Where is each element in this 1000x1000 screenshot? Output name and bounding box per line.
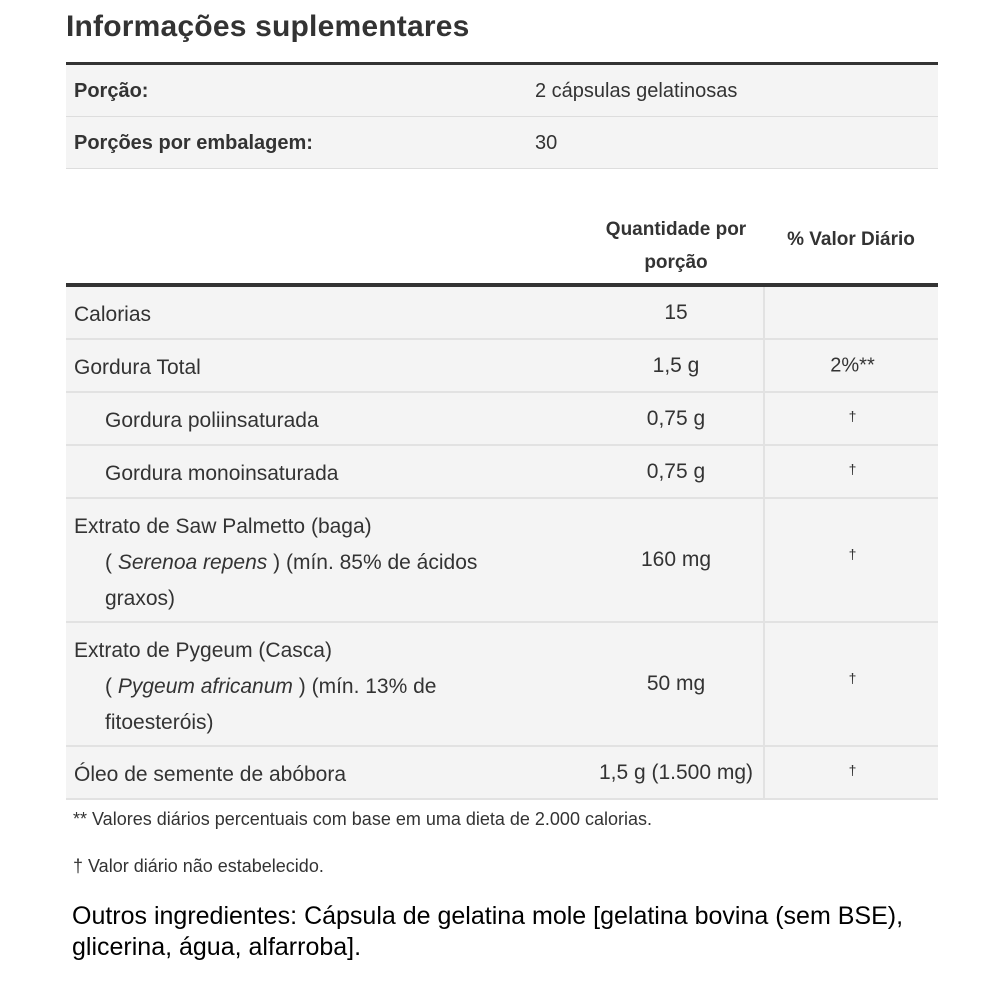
- servings-per-container-row: [66, 117, 938, 169]
- table-row: [66, 747, 938, 800]
- daily-value-footnote: ** Valores diários percentuais com base em uma dieta de 2.000 calorias.: [73, 809, 652, 829]
- nutrient-amount: 1,5 g: [652, 353, 700, 377]
- nutrient-detail: ( Pygeum africanum ) (mín. 13% de fitoesteróis): [105, 675, 437, 734]
- daily-value-cell: [763, 340, 940, 391]
- nutrient-amount: 160 mg: [640, 548, 712, 571]
- dagger-mark: †: [848, 460, 857, 477]
- nutrient-detail: ( Serenoa repens ) (mín. 85% de ácidos graxos): [105, 551, 478, 610]
- daily-value-cell: [763, 499, 940, 621]
- dagger-mark: †: [848, 761, 857, 778]
- nutrient-table: [66, 287, 938, 800]
- serving-info-table: [66, 62, 938, 169]
- daily-value: 2%**: [830, 354, 875, 376]
- daily-value-cell: [763, 393, 940, 444]
- table-row: [66, 623, 938, 747]
- other-ingredients: Outros ingredientes: Cápsula de gelatina mole [gelatina bovina (sem BSE), glicerina, água, alfarroba].: [72, 902, 904, 961]
- nutrient-standardization: (mín. 85% de ácidos graxos): [105, 551, 478, 610]
- dagger-mark: †: [848, 545, 857, 562]
- nutrient-table-header: [66, 205, 938, 287]
- daily-value-cell: [763, 623, 940, 745]
- daily-value-cell: [763, 747, 940, 798]
- serving-size-value: 2 cápsulas gelatinosas: [535, 80, 738, 102]
- servings-per-container-value: 30: [535, 132, 558, 154]
- nutrient-name: Gordura poliinsaturada: [105, 409, 319, 432]
- servings-per-container-label: Porções por embalagem:: [74, 132, 313, 154]
- nutrient-name: Gordura monoinsaturada: [105, 462, 339, 485]
- latin-name: Pygeum africanum: [117, 675, 293, 698]
- table-row: [66, 287, 938, 340]
- dagger-mark: †: [848, 407, 857, 424]
- table-row: [66, 499, 938, 623]
- table-row: [66, 393, 938, 446]
- nutrient-name: Calorias: [74, 303, 152, 326]
- serving-size-row: [66, 65, 938, 117]
- nutrient-name: Extrato de Pygeum (Casca): [74, 639, 332, 662]
- nutrient-name-block: [74, 633, 534, 741]
- daily-value-cell: [763, 287, 940, 338]
- table-row: [66, 340, 938, 393]
- nutrient-amount: 50 mg: [646, 672, 706, 695]
- nutrient-name: Gordura Total: [74, 356, 201, 379]
- daily-value-header: % Valor Diário: [787, 229, 915, 250]
- dagger-mark: †: [848, 669, 857, 686]
- amount-per-serving-header: Quantidade por porção: [605, 219, 747, 273]
- dagger-footnote: † Valor diário não estabelecido.: [73, 856, 324, 876]
- latin-name: Serenoa repens: [117, 551, 268, 574]
- nutrient-name-block: [74, 509, 534, 617]
- nutrient-name: Óleo de semente de abóbora: [74, 763, 347, 786]
- nutrient-amount: 15: [664, 300, 688, 324]
- serving-size-label: Porção:: [74, 80, 149, 102]
- nutrient-amount: 0,75 g: [646, 406, 706, 430]
- table-row: [66, 446, 938, 499]
- nutrient-amount: 1,5 g (1.500 mg): [598, 760, 754, 784]
- nutrient-amount: 0,75 g: [646, 459, 706, 483]
- daily-value-cell: [763, 446, 940, 497]
- nutrient-standardization: (mín. 13% de fitoesteróis): [105, 675, 437, 734]
- page-title: Informações suplementares: [66, 10, 470, 43]
- nutrient-name: Extrato de Saw Palmetto (baga): [74, 515, 372, 538]
